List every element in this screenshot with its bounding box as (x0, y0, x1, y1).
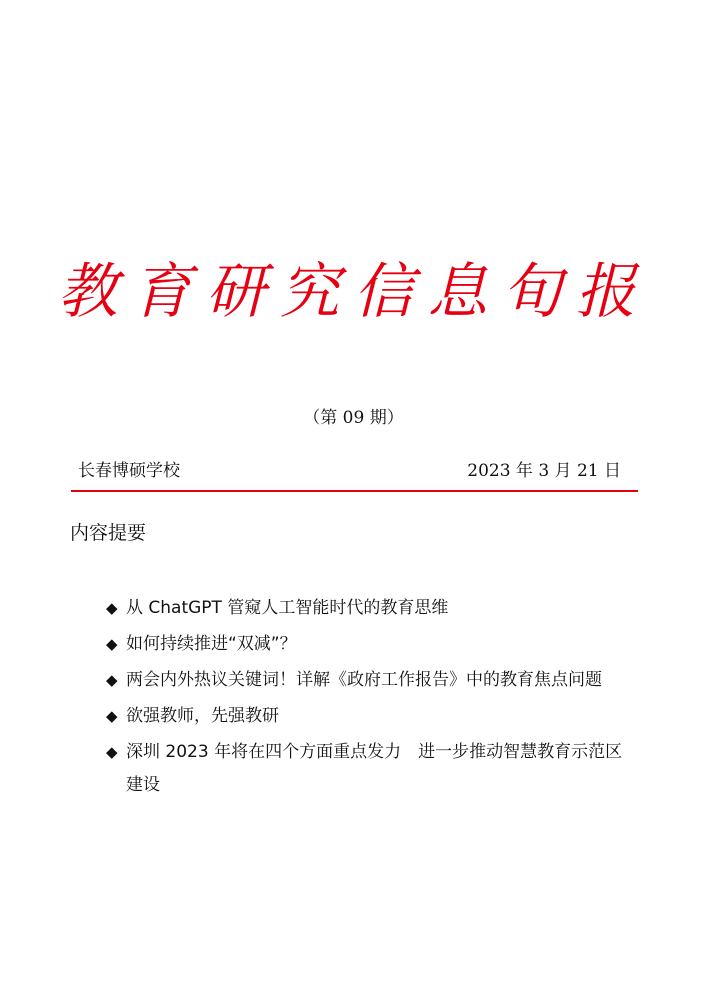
issue-number: （第 09 期） (303, 408, 404, 428)
publish-date: 2023 年 3 月 21 日 (467, 461, 621, 481)
black-diamond-icon: ◆ (106, 599, 118, 617)
toc-item-text: 欲强教师，先强教研 (126, 706, 279, 726)
toc-item-text: 从 ChatGPT 管窥人工智能时代的教育思维 (126, 598, 449, 618)
toc-item (106, 736, 636, 802)
black-diamond-icon: ◆ (106, 671, 118, 689)
toc-item-text: 两会内外热议关键词！详解《政府工作报告》中的教育焦点问题 (126, 670, 602, 690)
organization-name: 长春博硕学校 (78, 461, 180, 481)
toc-item (106, 664, 636, 697)
black-diamond-icon: ◆ (106, 743, 118, 761)
black-diamond-icon: ◆ (106, 635, 118, 653)
toc-item-text: 如何持续推进“双减”？ (126, 634, 297, 654)
toc-item (106, 628, 636, 661)
toc-item-text: 深圳 2023 年将在四个方面重点发力 进一步推动智慧教育示范区建设 (126, 742, 623, 795)
toc-item (106, 700, 636, 733)
toc-item (106, 592, 636, 625)
newsletter-title: 教育研究信息旬报 (57, 257, 650, 327)
header-divider (71, 490, 638, 492)
toc-list (106, 592, 636, 805)
toc-heading: 内容提要 (70, 522, 147, 544)
black-diamond-icon: ◆ (106, 707, 118, 725)
